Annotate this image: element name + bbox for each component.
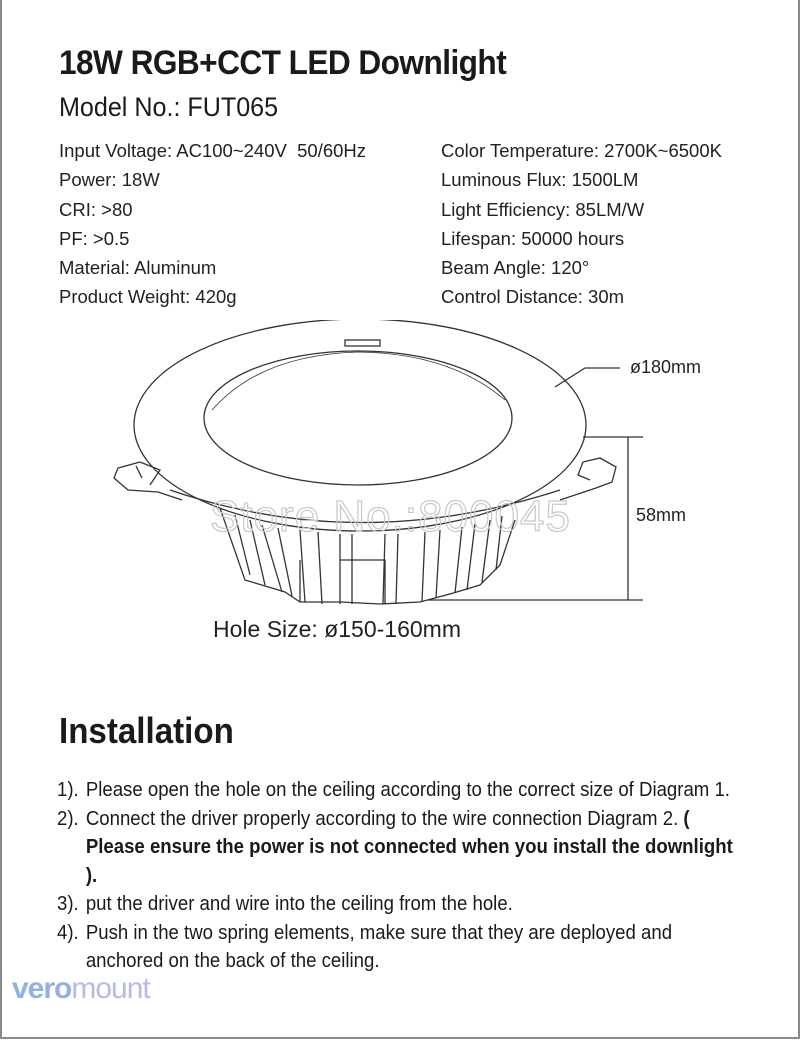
- installation-step-3: [57, 890, 745, 919]
- installation-heading: Installation: [59, 710, 234, 751]
- step-number: 2).: [57, 807, 79, 830]
- step-text: Connect the driver properly according to the wire connection Diagram 2. ( Please ensure the power is not connected when you install the downlight ).: [85, 807, 733, 887]
- spec-light-efficiency: Light Efficiency: 85LM/W: [441, 198, 645, 220]
- store-watermark: Store No.:800045: [210, 492, 571, 541]
- installation-step-4: [57, 919, 745, 976]
- spec-input-voltage: Input Voltage: AC100~240V 50/60Hz: [59, 140, 367, 161]
- step-number: 4).: [57, 921, 79, 944]
- spec-weight: Product Weight: 420g: [59, 286, 237, 308]
- veromount-logo: veromount: [12, 972, 150, 1005]
- spec-list-right: [441, 136, 722, 312]
- installation-step-2: [57, 805, 745, 891]
- step-text: Please open the hole on the ceiling according to the correct size of Diagram 1.: [85, 779, 730, 801]
- height-label: 58mm: [636, 505, 687, 525]
- installation-step-1: [57, 776, 745, 805]
- spec-power: Power: 18W: [59, 169, 160, 191]
- installation-steps: [57, 776, 757, 976]
- spec-luminous-flux: Luminous Flux: 1500LM: [441, 169, 639, 191]
- spec-color-temperature: Color Temperature: 2700K~6500K: [441, 140, 722, 161]
- hole-size-label: Hole Size: ø150-160mm: [213, 616, 461, 642]
- step-number: 1).: [57, 779, 79, 801]
- step-number: 3).: [57, 893, 79, 915]
- spec-cri: CRI: >80: [59, 198, 133, 220]
- spec-list-left: [59, 136, 366, 312]
- power-warning: ( Please ensure the power is not connected when you install the downlight ).: [85, 807, 733, 887]
- spec-lifespan: Lifespan: 50000 hours: [441, 227, 625, 249]
- step-text: put the driver and wire into the ceiling from the hole.: [85, 893, 513, 915]
- spec-control-distance: Control Distance: 30m: [441, 286, 625, 308]
- spec-beam-angle: Beam Angle: 120°: [441, 257, 590, 279]
- spec-pf: PF: >0.5: [59, 227, 130, 249]
- product-title: 18W RGB+CCT LED Downlight: [59, 44, 507, 82]
- spec-material: Material: Aluminum: [59, 257, 217, 279]
- diameter-label: ø180mm: [630, 357, 702, 377]
- step-text: Push in the two spring elements, make sure that they are deployed and anchored on the back of the ceiling.: [85, 921, 673, 972]
- model-number: Model No.: FUT065: [59, 92, 279, 122]
